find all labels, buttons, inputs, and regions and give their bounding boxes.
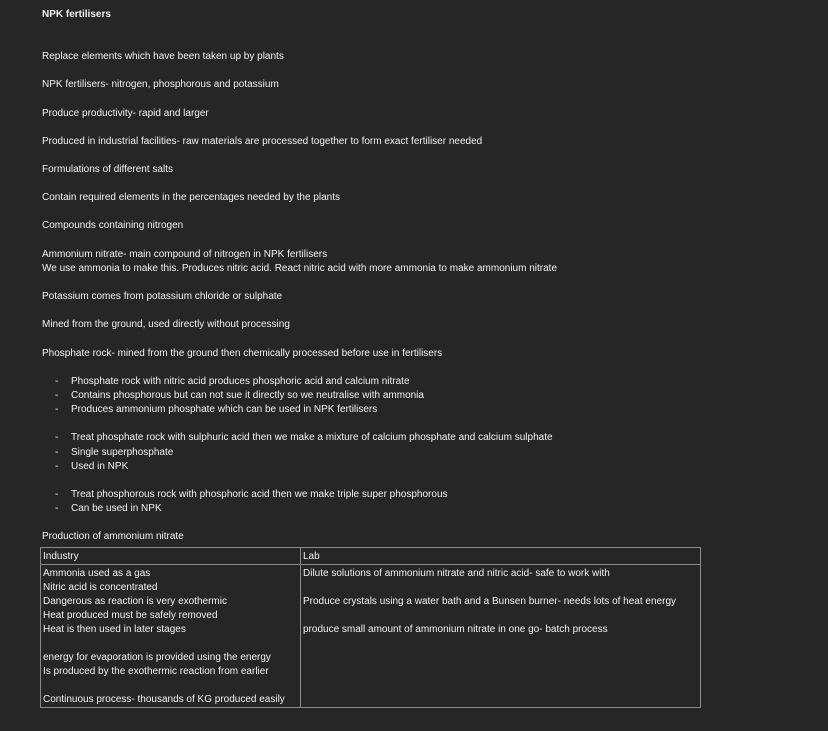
cell-line: Dilute solutions of ammonium nitrate and nitric acid- safe to work with: [303, 568, 610, 579]
production-table: [40, 547, 701, 708]
paragraph: Formulations of different salts: [42, 164, 173, 175]
paragraph: Contain required elements in the percentages needed by the plants: [42, 192, 340, 203]
paragraph: Phosphate rock- mined from the ground then chemically processed before use in fertilisers: [42, 348, 443, 359]
bullet-text: Single superphosphate: [71, 447, 174, 458]
industry-cell: [41, 565, 301, 708]
paragraph: NPK fertilisers- nitrogen, phosphorous and potassium: [42, 79, 279, 90]
bullet-text: Treat phosphorous rock with phosphoric acid then we make triple super phosphorous: [71, 489, 448, 500]
bullet-text: Treat phosphate rock with sulphuric acid then we make a mixture of calcium phosphate and calcium sulphate: [71, 432, 553, 443]
paragraph: Replace elements which have been taken up by plants: [42, 51, 284, 62]
page-title: NPK fertilisers: [42, 9, 111, 20]
bullet-marker: -: [55, 390, 59, 401]
bullet-item: [55, 488, 448, 502]
bullet-item: [55, 375, 410, 389]
bullet-text: Can be used in NPK: [71, 503, 162, 514]
cell-line: produce small amount of ammonium nitrate in one go- batch process: [303, 624, 608, 635]
table-caption: Production of ammonium nitrate: [42, 531, 184, 542]
cell-line: Heat produced must be safely removed: [43, 610, 218, 621]
cell-line: Continuous process- thousands of KG produced easily: [43, 694, 285, 705]
bullet-text: Phosphate rock with nitric acid produces phosphoric acid and calcium nitrate: [71, 376, 410, 387]
cell-line: Nitric acid is concentrated: [43, 582, 158, 593]
lab-cell: [301, 565, 701, 708]
paragraph: Potassium comes from potassium chloride or sulphate: [42, 291, 283, 302]
cell-line: Is produced by the exothermic reaction from earlier: [43, 666, 269, 677]
cell-line: Heat is then used in later stages: [43, 624, 186, 635]
bullet-text: Contains phosphorous but can not sue it directly so we neutralise with ammonia: [71, 390, 424, 401]
paragraph: Mined from the ground, used directly without processing: [42, 319, 290, 330]
bullet-marker: -: [55, 447, 59, 458]
paragraph: Compounds containing nitrogen: [42, 220, 184, 231]
bullet-marker: -: [55, 503, 59, 514]
bullet-item: [55, 460, 128, 474]
paragraph: Produce productivity- rapid and larger: [42, 108, 209, 119]
bullet-marker: -: [55, 489, 59, 500]
paragraph: Produced in industrial facilities- raw materials are processed together to form exact fertiliser needed: [42, 136, 483, 147]
cell-line: Ammonia used as a gas: [43, 568, 151, 579]
bullet-item: [55, 403, 377, 417]
bullet-marker: -: [55, 376, 59, 387]
bullet-marker: -: [55, 461, 59, 472]
bullet-item: [55, 389, 424, 403]
cell-line: Produce crystals using a water bath and a Bunsen burner- needs lots of heat energy: [303, 596, 677, 607]
bullet-text: Produces ammonium phosphate which can be used in NPK fertilisers: [71, 404, 378, 415]
paragraph: We use ammonia to make this. Produces nitric acid. React nitric acid with more ammonia to make ammonium nitrate: [42, 263, 558, 274]
paragraph: Ammonium nitrate- main compound of nitrogen in NPK fertilisers: [42, 249, 328, 260]
bullet-marker: -: [55, 404, 59, 415]
table-header-row: [41, 548, 701, 565]
bullet-text: Used in NPK: [71, 461, 129, 472]
table-row: [41, 565, 701, 708]
bullet-item: [55, 431, 553, 445]
bullet-item: [55, 446, 173, 460]
cell-line: energy for evaporation is provided using the energy: [43, 652, 271, 663]
header-lab: Lab: [301, 548, 701, 565]
header-industry: Industry: [41, 548, 301, 565]
bullet-item: [55, 502, 162, 516]
cell-line: Dangerous as reaction is very exothermic: [43, 596, 227, 607]
bullet-marker: -: [55, 432, 59, 443]
